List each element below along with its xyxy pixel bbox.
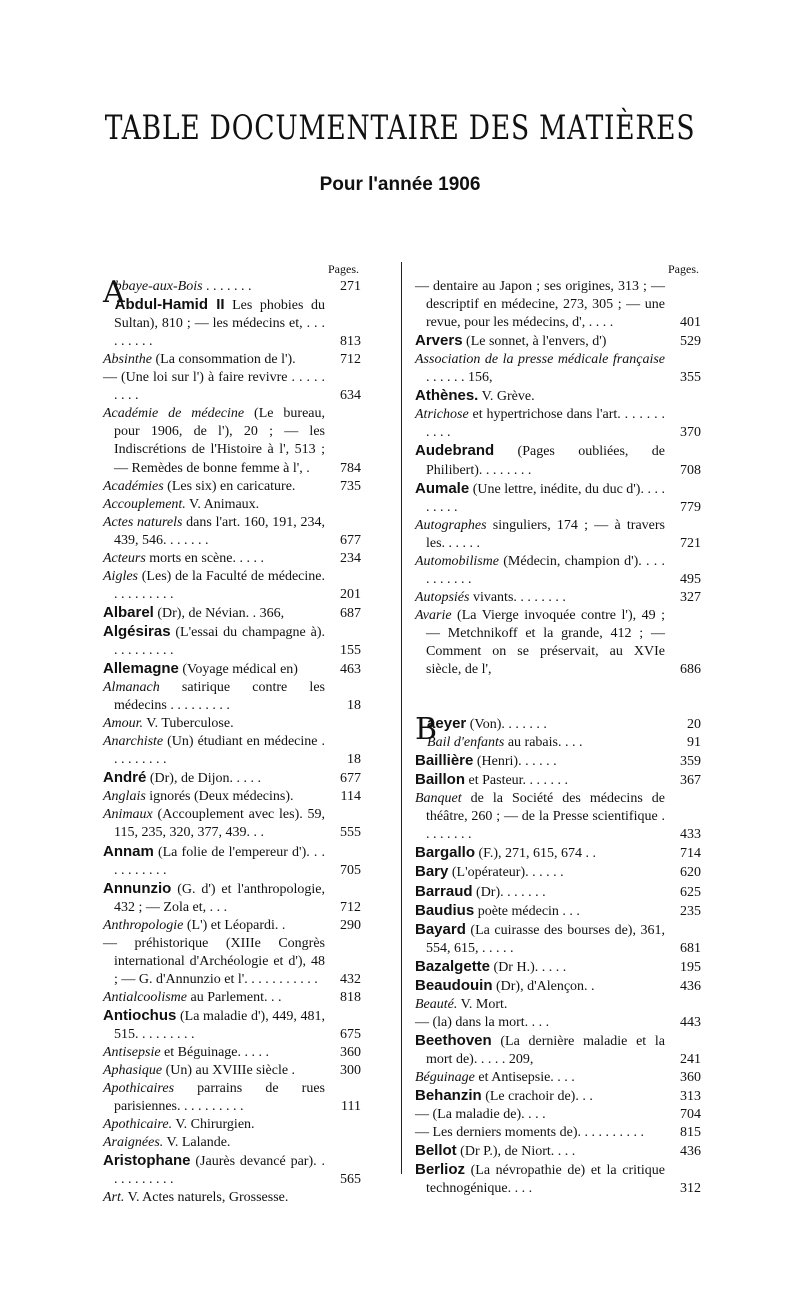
entry-text: singuliers, 174 ; — à travers les. . . . . . [426, 517, 665, 551]
entry-page: 313 [680, 1089, 701, 1105]
index-entry [415, 607, 701, 679]
entry-page: 20 [687, 717, 701, 733]
entry-text: (L') et Léopardi. . [183, 917, 286, 933]
entry-keyword: Allemagne [103, 660, 179, 678]
entry-page: 312 [680, 1181, 701, 1197]
entry-page: 818 [340, 989, 361, 1005]
entry-text: dans l'art. 160, 191, 234, 439, 546. . . . . . . [114, 514, 326, 548]
entry-page: 529 [680, 334, 701, 350]
entry-text: (Dr). . . . . . . [472, 884, 546, 900]
entry-text: . . . . . . 156, [426, 370, 493, 386]
entry-page: 565 [340, 1172, 361, 1188]
entry-text: (Dr P.), de Niort. . . . [456, 1144, 576, 1160]
index-entry [103, 496, 361, 514]
index-entry [415, 883, 701, 902]
entry-keyword: Baillon [415, 771, 466, 789]
entry-text: Les phobies du Sultan), 810 ; — les médecins et, . . . . . . . . . [114, 298, 326, 350]
entry-page: 735 [340, 478, 361, 494]
entry-keyword: Banquet [415, 791, 462, 807]
index-entry [103, 1062, 361, 1080]
entry-keyword: — [103, 370, 117, 386]
index-entry [103, 550, 361, 568]
entry-text: au rabais. . . . [504, 735, 583, 751]
entry-page: 195 [680, 959, 701, 975]
entry-page: 360 [340, 1045, 361, 1061]
entry-page: 677 [340, 532, 361, 548]
entry-text: (La dernière maladie et la mort de). . . . . 209, [426, 1033, 665, 1067]
entry-keyword: Association de la presse médicale française [415, 352, 665, 368]
index-entry [415, 406, 701, 442]
entry-text: (L'opérateur). . . . . . [448, 865, 564, 881]
entry-keyword: bbaye-aux-Bois [114, 279, 203, 295]
index-entry [103, 788, 361, 806]
index-entry [415, 332, 701, 351]
entry-keyword: Algésiras [103, 622, 171, 640]
entry-page: 234 [340, 550, 361, 566]
entry-text: V. Chirurgien. [172, 1117, 255, 1133]
entry-page: 714 [680, 846, 701, 862]
index-entry [415, 1087, 701, 1106]
entry-keyword: Almanach [103, 680, 160, 696]
page-subtitle: Pour l'année 1906 [319, 174, 481, 195]
index-entry [415, 863, 701, 882]
index-entry [415, 977, 701, 996]
index-entry [103, 843, 361, 880]
entry-text: dentaire au Japon ; ses origines, 313 ; — descriptif en médecine, 273, 305 ; — une revue, pour les médecins, d', . . . . [426, 279, 665, 331]
entry-page: 815 [680, 1125, 701, 1141]
entry-text: (Dr), de Névian. . 366, [153, 605, 285, 621]
entry-page: 681 [680, 940, 701, 956]
entry-page: 235 [680, 903, 701, 919]
entry-keyword: Antialcoolisme [103, 989, 187, 1005]
index-entry [103, 405, 361, 477]
entry-page: 271 [340, 279, 361, 295]
index-entry [103, 1007, 361, 1044]
right-entry-list-b [415, 712, 701, 1198]
left-column [103, 260, 361, 1207]
entry-text: Les derniers moments de). . . . . . . . . . [429, 1125, 645, 1141]
entry-text: (F.), 271, 615, 674 . . [475, 846, 597, 862]
entry-keyword: Antisepsie [103, 1045, 161, 1061]
entry-text: (La névropathie de) et la critique technogénique. . . . [426, 1163, 665, 1197]
entry-page: 463 [340, 662, 361, 678]
entry-text: (la) dans la mort. . . . [429, 1014, 550, 1030]
entry-text: de la Société des médecins de théâtre, 260 ; — de la Presse scientifique . . . . . . . . [426, 791, 665, 843]
entry-text: (Jaurès devancé par). . . . . . . . . . . [114, 1154, 325, 1188]
entry-text: (Accouplement avec les). 59, 115, 235, 320, 377, 439. . . [114, 807, 325, 841]
entry-page: 704 [680, 1107, 701, 1123]
entry-keyword: Aristophane [103, 1152, 191, 1170]
entry-page: 432 [340, 971, 361, 987]
entry-text: (Les six) en caricature. [163, 478, 296, 494]
entry-page: 155 [340, 642, 361, 658]
entry-keyword: Accouplement. [103, 496, 186, 512]
entry-keyword: Animaux [103, 807, 153, 823]
entry-text: (Médecin, champion d'). . . . . . . . . . . [426, 553, 665, 587]
entry-keyword: Behanzin [415, 1087, 482, 1105]
index-entry [415, 958, 701, 977]
entry-keyword: Annam [103, 842, 154, 860]
page-title: TABLE DOCUMENTAIRE DES MATIÈRES [104, 108, 696, 148]
entry-keyword: Atrichose [415, 407, 469, 423]
entry-text: (La maladie d'), 449, 481, 515. . . . . . . . . [114, 1008, 325, 1042]
entry-text: (Henri). . . . . . [473, 754, 557, 770]
index-entry [103, 1152, 361, 1189]
entry-text: (La Vierge invoquée contre l'), 49 ; — Metchnikoff et la grande, 412 ; — Comment on se préservait, au XVIe siècle, de l', [426, 607, 665, 678]
entry-text: et hypertrichose dans l'art. . . . . . . . . . . [426, 407, 665, 441]
index-entry [415, 921, 701, 958]
entry-page: 443 [680, 1014, 701, 1030]
entry-page: 721 [680, 535, 701, 551]
entry-page: 705 [340, 862, 361, 878]
entry-page: 436 [680, 1144, 701, 1160]
index-entry [103, 1080, 361, 1116]
entry-text: (Dr H.). . . . . [490, 959, 567, 975]
section-gap [415, 679, 701, 715]
entry-text: poète médecin . . . [474, 903, 580, 919]
entry-text: parrains de rues parisiennes. . . . . . . . . . [114, 1081, 325, 1115]
index-entry [103, 769, 361, 788]
index-entry [103, 1044, 361, 1062]
entry-keyword: aeyer [427, 715, 467, 733]
entry-text: (Une lettre, inédite, du duc d'). . . . . . . . . [426, 481, 665, 515]
drop-cap: A [103, 275, 125, 311]
index-entry [103, 1116, 361, 1134]
entry-keyword: Anthropologie [103, 917, 184, 933]
entry-keyword: Audebrand [415, 442, 495, 460]
entry-page: 675 [340, 1026, 361, 1042]
entry-page: 779 [680, 499, 701, 515]
entry-keyword: Athènes. [415, 387, 479, 405]
index-entry [103, 1134, 361, 1152]
entry-text: (La folie de l'empereur d'). . . . . . . . . . . [114, 844, 325, 878]
entry-keyword: Académie de médecine [103, 406, 245, 422]
entry-keyword: — [103, 935, 117, 951]
right-column [415, 260, 701, 1198]
entry-text: et Béguinage. . . . . [160, 1045, 270, 1061]
entry-keyword: Bayard [415, 920, 466, 938]
entry-page: 708 [680, 462, 701, 478]
entry-keyword: Béguinage [415, 1069, 475, 1085]
index-entry [103, 917, 361, 935]
entry-keyword: Beaudouin [415, 976, 493, 994]
entry-keyword: Bellot [415, 1142, 457, 1160]
entry-keyword: Arvers [415, 332, 463, 350]
index-entry [103, 679, 361, 715]
index-entry [415, 771, 701, 790]
entry-keyword: — [415, 1014, 429, 1030]
index-entry [415, 278, 701, 332]
left-entry-list [103, 275, 361, 1207]
index-entry [103, 514, 361, 550]
entry-text: V. Mort. [457, 996, 508, 1012]
index-entry [415, 734, 701, 752]
entry-page: 91 [687, 735, 701, 751]
index-entry [415, 1161, 701, 1198]
entry-keyword: Anarchiste [103, 734, 164, 750]
entry-page: 355 [680, 370, 701, 386]
entry-text: et Pasteur. . . . . . . [465, 773, 569, 789]
index-entry [415, 589, 701, 607]
entry-text: (Le bureau, pour 1906, de l'), 20 ; — les Indiscrétions de l'Histoire à l', 513 ; — Remèdes de bonne femme à l', . [114, 406, 325, 476]
entry-keyword: Amour. [103, 716, 144, 732]
entry-keyword: Abdul-Hamid II [114, 296, 225, 314]
entry-text: au Parlement. . . [187, 989, 282, 1005]
index-entry [415, 1014, 701, 1032]
entry-page: 367 [680, 773, 701, 789]
entry-keyword: Art. [103, 1190, 125, 1206]
index-entry [415, 553, 701, 589]
entry-keyword: Albarel [103, 603, 154, 621]
entry-keyword: Académies [103, 478, 164, 494]
entry-page: 401 [680, 315, 701, 331]
entry-text: ignorés (Deux médecins). [145, 789, 294, 805]
entry-text: préhistorique (XIIIe Congrès international d'Archéologie et d'), 48 ; — G. d'Annunzio et l'. . . . . . . . . . . [114, 935, 325, 987]
entry-keyword: — [415, 1107, 429, 1123]
index-entry [103, 715, 361, 733]
entry-keyword: Antiochus [103, 1006, 177, 1024]
entry-keyword: — [415, 1125, 429, 1141]
entry-keyword: Avarie [415, 607, 452, 623]
entry-page: 620 [680, 865, 701, 881]
index-entry [415, 351, 701, 387]
entry-page: 300 [340, 1063, 361, 1079]
entry-keyword: Autopsiés [415, 589, 470, 605]
index-entry [415, 1069, 701, 1087]
entry-page: 241 [680, 1051, 701, 1067]
entry-page: 495 [680, 571, 701, 587]
entry-keyword: Autographes [415, 517, 487, 533]
entry-page: 634 [340, 388, 361, 404]
index-entry [103, 1189, 361, 1207]
entry-text: (Dr), d'Alençon. . [492, 978, 595, 994]
pages-label-right: Pages. [668, 262, 699, 276]
drop-cap: B [415, 712, 438, 748]
entry-text: V. Tuberculose. [143, 716, 234, 732]
index-entry [415, 480, 701, 517]
entry-text: et Antisepsie. . . . [474, 1069, 575, 1085]
entry-page: 433 [680, 827, 701, 843]
entry-keyword: Annunzio [103, 879, 172, 897]
entry-keyword: Acteurs [103, 550, 146, 566]
entry-text: morts en scène. . . . . [145, 550, 264, 566]
entry-page: 625 [680, 884, 701, 900]
entry-text: V. Lalande. [163, 1135, 231, 1151]
entry-keyword: Bargallo [415, 844, 476, 862]
entry-keyword: Berlioz [415, 1161, 466, 1179]
entry-page: 18 [347, 752, 361, 768]
entry-page: 18 [347, 698, 361, 714]
entry-text: (La maladie de). . . . [429, 1107, 546, 1123]
index-entry [103, 989, 361, 1007]
entry-text: vivants. . . . . . . . [469, 589, 566, 605]
entry-page: 436 [680, 978, 701, 994]
entry-text: (La consommation de l'). [152, 352, 296, 368]
entry-page: 370 [680, 425, 701, 441]
entry-text: V. Animaux. [185, 496, 260, 512]
index-entry [415, 442, 701, 479]
entry-keyword: Aigles [103, 568, 138, 584]
entry-keyword: Baudius [415, 901, 475, 919]
entry-text: (Le sonnet, à l'envers, d') [462, 334, 607, 350]
index-entry [415, 1032, 701, 1069]
pages-label-left: Pages. [328, 262, 359, 276]
entry-page: 111 [341, 1099, 361, 1115]
entry-text: (Voyage médical en) [178, 662, 298, 678]
right-entry-list-a [415, 278, 701, 679]
entry-text: (Dr), de Dijon. . . . . [146, 771, 262, 787]
entry-keyword: Anglais [103, 789, 146, 805]
entry-page: 687 [340, 605, 361, 621]
entry-page: 677 [340, 771, 361, 787]
index-entry [103, 351, 361, 369]
index-entry [415, 752, 701, 771]
entry-page: 290 [340, 917, 361, 933]
entry-keyword: André [103, 769, 147, 787]
entry-text: (L'essai du champagne à). . . . . . . . . . [114, 624, 325, 658]
entry-page: 359 [680, 754, 701, 770]
entry-page: 712 [340, 899, 361, 915]
entry-keyword: Beauté. [415, 996, 458, 1012]
entry-keyword: Bary [415, 863, 449, 881]
index-entry [103, 733, 361, 769]
index-entry [103, 568, 361, 604]
index-entry [415, 1142, 701, 1161]
index-entry [103, 806, 361, 842]
entry-page: 712 [340, 352, 361, 368]
index-entry [415, 844, 701, 863]
entry-keyword: Actes naturels [103, 514, 183, 530]
index-entry [415, 517, 701, 553]
index-entry [415, 1106, 701, 1124]
entry-page: 327 [680, 589, 701, 605]
entry-keyword: Apothicaires [103, 1081, 175, 1097]
entry-page: 201 [340, 586, 361, 602]
index-entry [103, 296, 361, 351]
index-entry [415, 387, 701, 406]
entry-keyword: Baillière [415, 752, 474, 770]
entry-page: 784 [340, 460, 361, 476]
entry-text: (Pages oubliées, de Philibert). . . . . . . . [426, 444, 665, 478]
entry-keyword: Apothicaire. [103, 1117, 173, 1133]
entry-keyword: Automobilisme [415, 553, 499, 569]
entry-keyword: Araignées. [103, 1135, 164, 1151]
entry-text: (Le crachoir de). . . [481, 1089, 593, 1105]
entry-text: (Un) étudiant en médecine . . . . . . . . . [114, 734, 325, 768]
entry-page: 114 [340, 789, 361, 805]
entry-keyword: Barraud [415, 882, 473, 900]
entry-page: 360 [680, 1069, 701, 1085]
entry-keyword: Beethoven [415, 1031, 492, 1049]
entry-text: satirique contre les médecins . . . . . . . . . [114, 680, 325, 714]
entry-keyword: Absinthe [103, 352, 152, 368]
index-entry [415, 902, 701, 921]
entry-text: . . . . . . . [202, 279, 252, 295]
entry-text: (Une loi sur l') à faire revivre . . . . . . . . . [114, 370, 325, 404]
entry-keyword: Aphasique [103, 1063, 163, 1079]
index-entry [103, 604, 361, 623]
column-divider [401, 262, 402, 1174]
entry-keyword: — [415, 279, 429, 295]
index-entry [103, 880, 361, 917]
entry-text: (Von). . . . . . . [466, 717, 547, 733]
entry-text: (La cuirasse des bourses de), 361, 554, 615, . . . . . [426, 922, 665, 956]
entry-text: (Les) de la Faculté de médecine. . . . . . . . . . [114, 568, 325, 602]
entry-page: 686 [680, 662, 701, 678]
entry-keyword: Aumale [415, 479, 470, 497]
index-entry [415, 790, 701, 844]
index-entry [103, 369, 361, 405]
index-entry [103, 478, 361, 496]
index-entry [103, 623, 361, 660]
entry-page: 555 [340, 825, 361, 841]
entry-text: (Un) au XVIIIe siècle . [162, 1063, 296, 1079]
index-entry [103, 935, 361, 989]
entry-keyword: Bazalgette [415, 957, 491, 975]
index-entry [103, 660, 361, 679]
entry-text: V. Actes naturels, Grossesse. [124, 1190, 289, 1206]
index-entry [415, 996, 701, 1014]
entry-text: (G. d') et l'anthropologie, 432 ; — Zola et, . . . [114, 881, 325, 915]
index-entry [415, 1124, 701, 1142]
entry-text: V. Grève. [478, 389, 535, 405]
entry-keyword: Bail d'enfants [427, 735, 505, 751]
entry-page: 813 [340, 334, 361, 350]
